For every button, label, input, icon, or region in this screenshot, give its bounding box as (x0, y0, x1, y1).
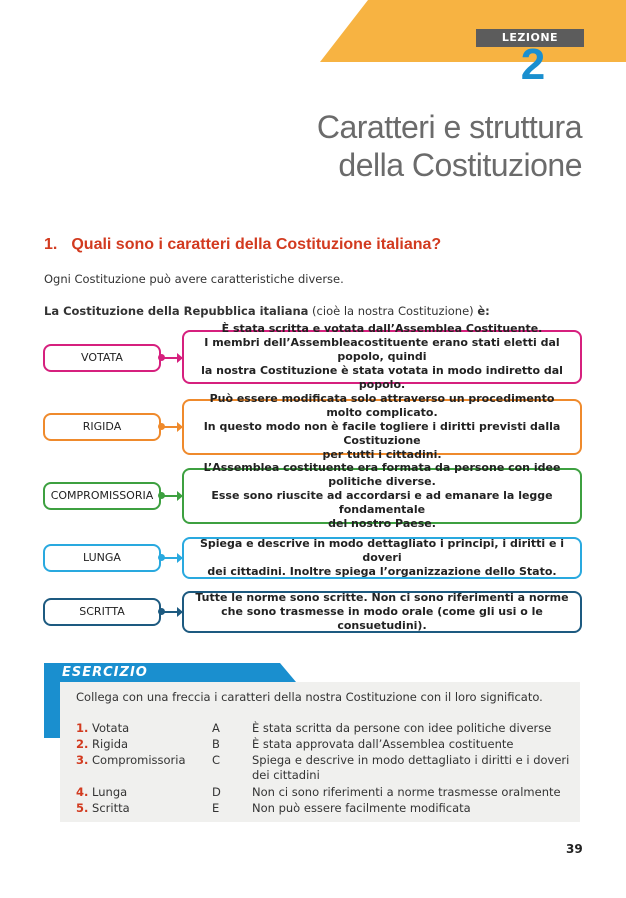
character-tag-compromissoria: COMPROMISSORIA (43, 482, 161, 510)
desc-line: Può essere modificata solo attraverso un procedimento molto complicato. (209, 392, 555, 419)
desc-line: Spiega e descrive in modo dettagliato i principi, i diritti e i doveri (199, 537, 565, 564)
character-tag-scritta: SCRITTA (43, 598, 161, 626)
exercise-row-number: 2. (76, 737, 89, 751)
page-title-line2: della Costituzione (338, 147, 582, 183)
character-tag-lunga: LUNGA (43, 544, 161, 572)
character-desc-compromissoria (182, 461, 582, 530)
desc-line: In questo modo non è facile togliere i diritti previsti dalla Costituzione (203, 420, 561, 447)
desc-line: del nostro Paese. (328, 517, 436, 530)
exercise-row-number: 5. (76, 801, 89, 815)
desc-line: L’Assemblea costituente era formata da persone con idee politiche diverse. (203, 461, 561, 488)
exercise-row (76, 737, 514, 752)
lead-paragraph (44, 304, 490, 318)
exercise-row-term: Compromissoria (92, 753, 186, 767)
connector-dot (158, 423, 165, 430)
section-heading-text: Quali sono i caratteri della Costituzione italiana? (71, 236, 442, 253)
exercise-row (76, 753, 570, 782)
lesson-number: 2 (520, 40, 546, 89)
lead-end: è: (477, 304, 490, 318)
desc-line: Tutte le norme sono scritte. Non ci sono riferimenti a norme (195, 591, 569, 604)
intro-paragraph: Ogni Costituzione può avere caratteristiche diverse. (44, 272, 344, 286)
desc-line: che sono trasmesse in modo orale (come gli usi o le consuetudini). (221, 605, 543, 632)
lead-rest: (cioè la nostra Costituzione) (308, 304, 478, 318)
desc-line: per tutti i cittadini. (322, 448, 442, 461)
exercise-row (76, 801, 471, 816)
connector-dot (158, 608, 165, 615)
lead-bold: La Costituzione della Repubblica italiana (44, 304, 309, 318)
exercise-row-number: 3. (76, 753, 89, 767)
exercise-row-term: Votata (92, 721, 130, 735)
connector-dot (158, 354, 165, 361)
connector-rigida (161, 426, 182, 428)
desc-line: la nostra Costituzione è stata votata in modo indiretto dal popolo. (201, 364, 563, 391)
exercise-row-letter: C (212, 753, 221, 767)
exercise-row-term: Lunga (92, 785, 128, 799)
exercise-instruction: Collega con una freccia i caratteri della nostra Costituzione con il loro significato. (76, 690, 543, 704)
exercise-row-term: Rigida (92, 737, 129, 751)
connector-compromissoria (161, 495, 182, 497)
exercise-row-meaning: È stata scritta da persone con idee politiche diverse (252, 721, 552, 735)
page-title-line1: Caratteri e struttura (316, 109, 582, 145)
character-desc-scritta (182, 591, 582, 633)
character-tag-votata: VOTATA (43, 344, 161, 372)
character-desc-votata (182, 322, 582, 391)
exercise-row-letter: A (212, 721, 220, 735)
section-heading (44, 236, 441, 254)
exercise-row-letter: D (212, 785, 221, 799)
exercise-row-letter: E (212, 801, 220, 815)
exercise-row-meaning: È stata approvata dall’Assemblea costituente (252, 737, 514, 751)
exercise-row-term: Scritta (92, 801, 130, 815)
exercise-row-number: 1. (76, 721, 89, 735)
exercise-row (76, 721, 552, 736)
page-title (317, 108, 582, 184)
connector-scritta (161, 611, 182, 613)
section-number: 1. (44, 236, 58, 253)
desc-line: Esse sono riuscite ad accordarsi e ad emanare la legge fondamentale (211, 489, 553, 516)
character-desc-lunga (182, 537, 582, 579)
exercise-row (76, 785, 561, 800)
connector-dot (158, 554, 165, 561)
character-desc-rigida (182, 392, 582, 461)
connector-dot (158, 492, 165, 499)
exercise-row-meaning: Non ci sono riferimenti a norme trasmesse oralmente (252, 785, 561, 799)
lesson-label: LEZIONE (476, 29, 584, 47)
character-tag-rigida: RIGIDA (43, 413, 161, 441)
desc-line: dei cittadini. Inoltre spiega l’organizzazione dello Stato. (207, 565, 557, 578)
desc-line: È stata scritta e votata dall’Assemblea Costituente. (221, 322, 543, 335)
page-number: 39 (566, 842, 583, 856)
exercise-row-letter: B (212, 737, 220, 751)
exercise-label: ESERCIZIO (62, 665, 148, 680)
exercise-row-meaning: Non può essere facilmente modificata (252, 801, 471, 815)
exercise-row-meaning: Spiega e descrive in modo dettagliato i diritti e i doveri dei cittadini (252, 753, 570, 782)
connector-lunga (161, 557, 182, 559)
desc-line: I membri dell’Assembleacostituente erano stati eletti dal popolo, quindi (204, 336, 560, 363)
exercise-row-number: 4. (76, 785, 89, 799)
connector-votata (161, 357, 182, 359)
